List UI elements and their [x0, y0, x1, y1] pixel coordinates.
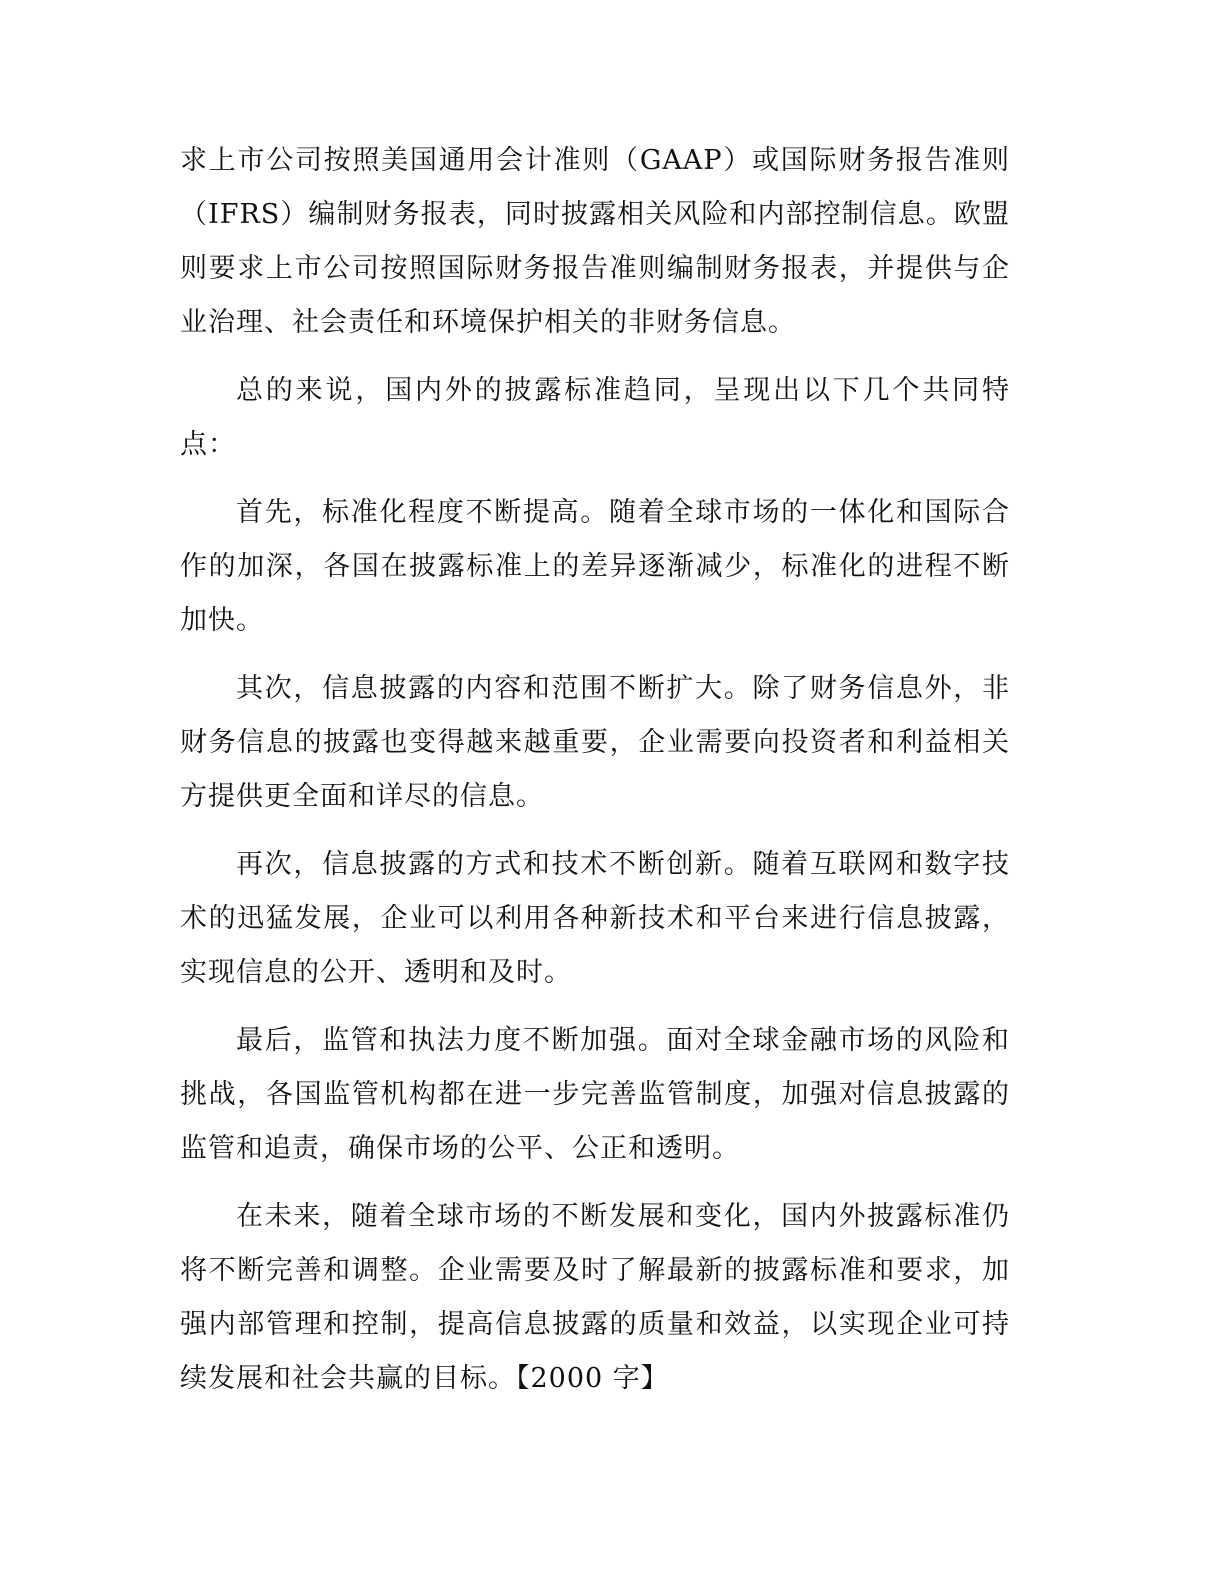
paragraph-continuation: 求上市公司按照美国通用会计准则（GAAP）或国际财务报告准则（IFRS）编制财务报表，同时披露相关风险和内部控制信息。欧盟则要求上市公司按照国际财务报告准则编制财务报表，并提供与企业治理、社会责任和环境保护相关的非财务信息。 [180, 145, 1010, 338]
paragraph-conclusion: 在未来，随着全球市场的不断发展和变化，国内外披露标准仍将不断完善和调整。企业需要及时了解最新的披露标准和要求，加强内部管理和控制，提高信息披露的质量和效益，以实现企业可持续发展和社会共赢的目标。【2000 字】 [180, 1201, 1010, 1394]
paragraph-second-point: 其次，信息披露的内容和范围不断扩大。除了财务信息外，非财务信息的披露也变得越来越重要，企业需要向投资者和利益相关方提供更全面和详尽的信息。 [180, 673, 1010, 812]
paragraph-summary: 总的来说，国内外的披露标准趋同，呈现出以下几个共同特点： [180, 375, 1010, 460]
paragraph-fourth-point: 最后，监管和执法力度不断加强。面对全球金融市场的风险和挑战，各国监管机构都在进一步完善监管制度，加强对信息披露的监管和追责，确保市场的公平、公正和透明。 [180, 1025, 1010, 1164]
paragraph-first-point: 首先，标准化程度不断提高。随着全球市场的一体化和国际合作的加深，各国在披露标准上的差异逐渐减少，标准化的进程不断加快。 [180, 497, 1010, 636]
document-body [180, 134, 1010, 1420]
paragraph-third-point: 再次，信息披露的方式和技术不断创新。随着互联网和数字技术的迅猛发展，企业可以利用各种新技术和平台来进行信息披露，实现信息的公开、透明和及时。 [180, 849, 1010, 988]
